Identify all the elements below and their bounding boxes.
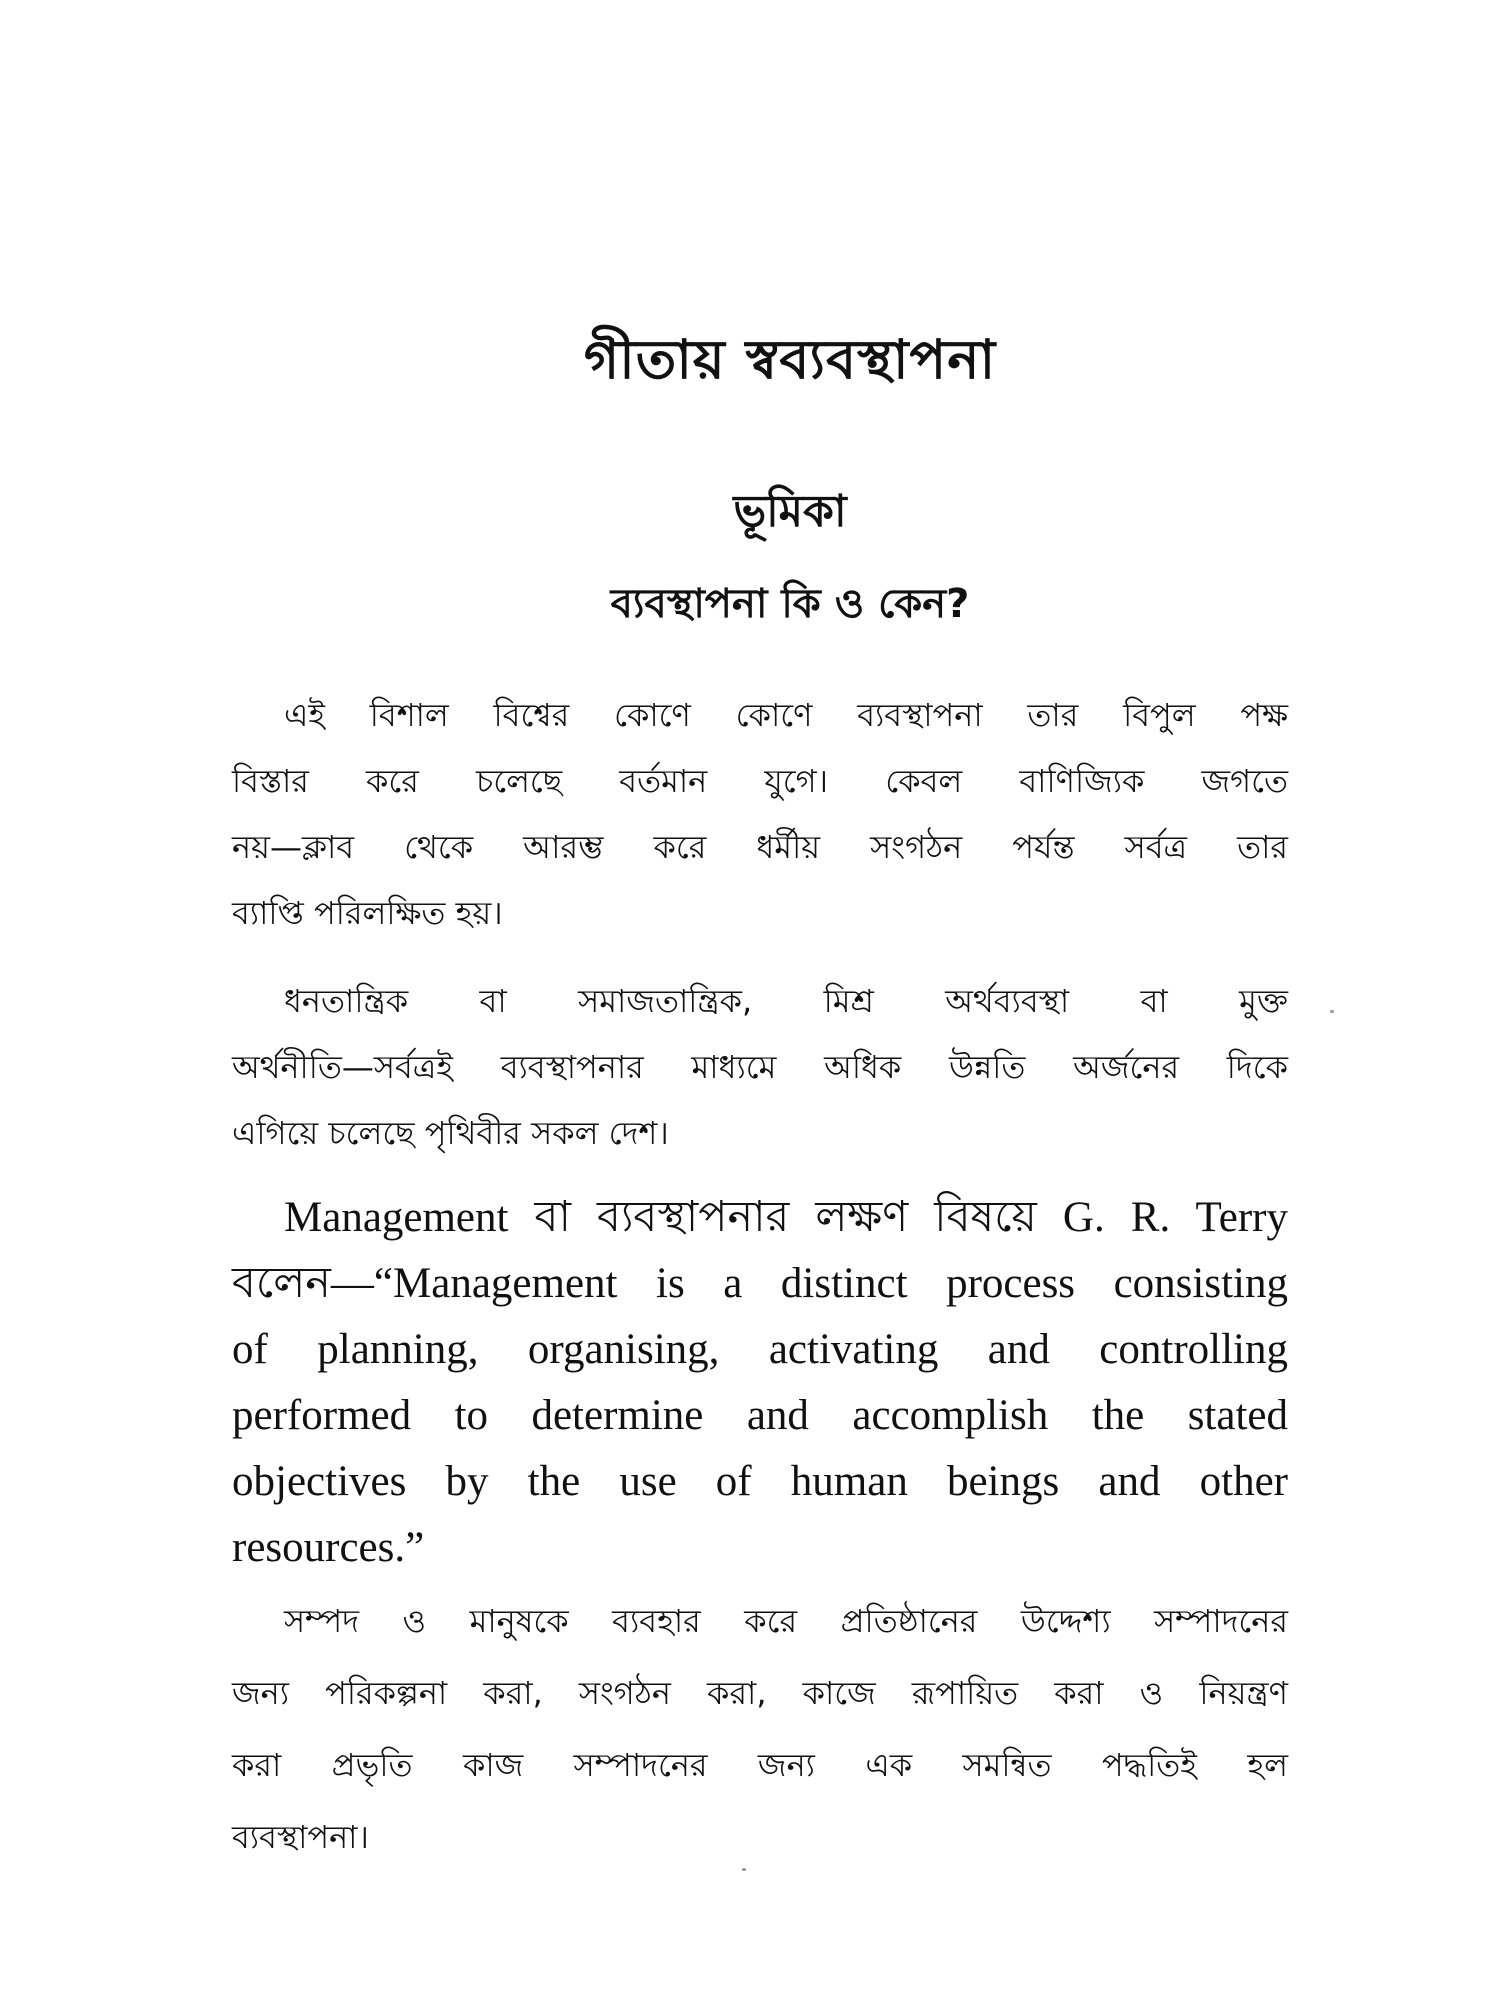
- paragraph-2: [232, 968, 1288, 1166]
- paragraph-3-terry-quote: [232, 1185, 1288, 1581]
- paragraph-line: of planning, organising, activating and controlling: [232, 1326, 1288, 1373]
- paragraph-1: [232, 682, 1288, 946]
- paragraph-line: অর্থনীতি—সর্বত্রই ব্যবস্থাপনার মাধ্যমে অধিক উন্নতি অর্জনের দিকে: [232, 1048, 1288, 1086]
- paragraph-line: জন্য পরিকল্পনা করা, সংগঠন করা, কাজে রূপায়িত করা ও নিয়ন্ত্রণ: [232, 1674, 1288, 1712]
- paragraph-line: করা প্রভৃতি কাজ সম্পাদনের জন্য এক সমন্বিত পদ্ধতিই হল: [232, 1746, 1288, 1784]
- paragraph-line: বিস্তার করে চলেছে বর্তমান যুগে। কেবল বাণিজ্যিক জগতে: [232, 762, 1288, 800]
- paragraph-line: ব্যবস্থাপনা।: [232, 1818, 369, 1856]
- paragraph-line: নয়—ক্লাব থেকে আরম্ভ করে ধর্মীয় সংগঠন পর্যন্ত সর্বত্র তার: [232, 828, 1288, 866]
- paragraph-line: objectives by the use of human beings and other: [232, 1458, 1288, 1505]
- paragraph-line: Management বা ব্যবস্থাপনার লক্ষণ বিষয়ে G. R. Terry: [284, 1194, 1288, 1241]
- paragraph-line: resources.”: [232, 1524, 425, 1571]
- paragraph-line: ধনতান্ত্রিক বা সমাজতান্ত্রিক, মিশ্র অর্থব্যবস্থা বা মুক্ত: [284, 982, 1288, 1020]
- paragraph-line: performed to determine and accomplish the stated: [232, 1392, 1288, 1439]
- paragraph-line: এগিয়ে চলেছে পৃথিবীর সকল দেশ।: [232, 1114, 669, 1152]
- paragraph-line: এই বিশাল বিশ্বের কোণে কোণে ব্যবস্থাপনা তার বিপুল পক্ষ: [284, 696, 1288, 734]
- paragraph-line: সম্পদ ও মানুষকে ব্যবহার করে প্রতিষ্ঠানের উদ্দেশ্য সম্পাদনের: [284, 1602, 1288, 1640]
- scan-speck: [1330, 1010, 1334, 1013]
- paragraph-line: ব্যাপ্তি পরিলক্ষিত হয়।: [232, 894, 503, 932]
- paragraph-line: বলেন—“Management is a distinct process consisting: [232, 1260, 1288, 1307]
- scan-speck: [742, 1868, 746, 1871]
- section-subheading: ব্যবস্থাপনা কি ও কেন?: [610, 581, 970, 627]
- page-title: গীতায় স্বব্যবস্থাপনা: [583, 328, 997, 391]
- section-heading: ভূমিকা: [733, 486, 847, 537]
- paragraph-4: [232, 1585, 1288, 1873]
